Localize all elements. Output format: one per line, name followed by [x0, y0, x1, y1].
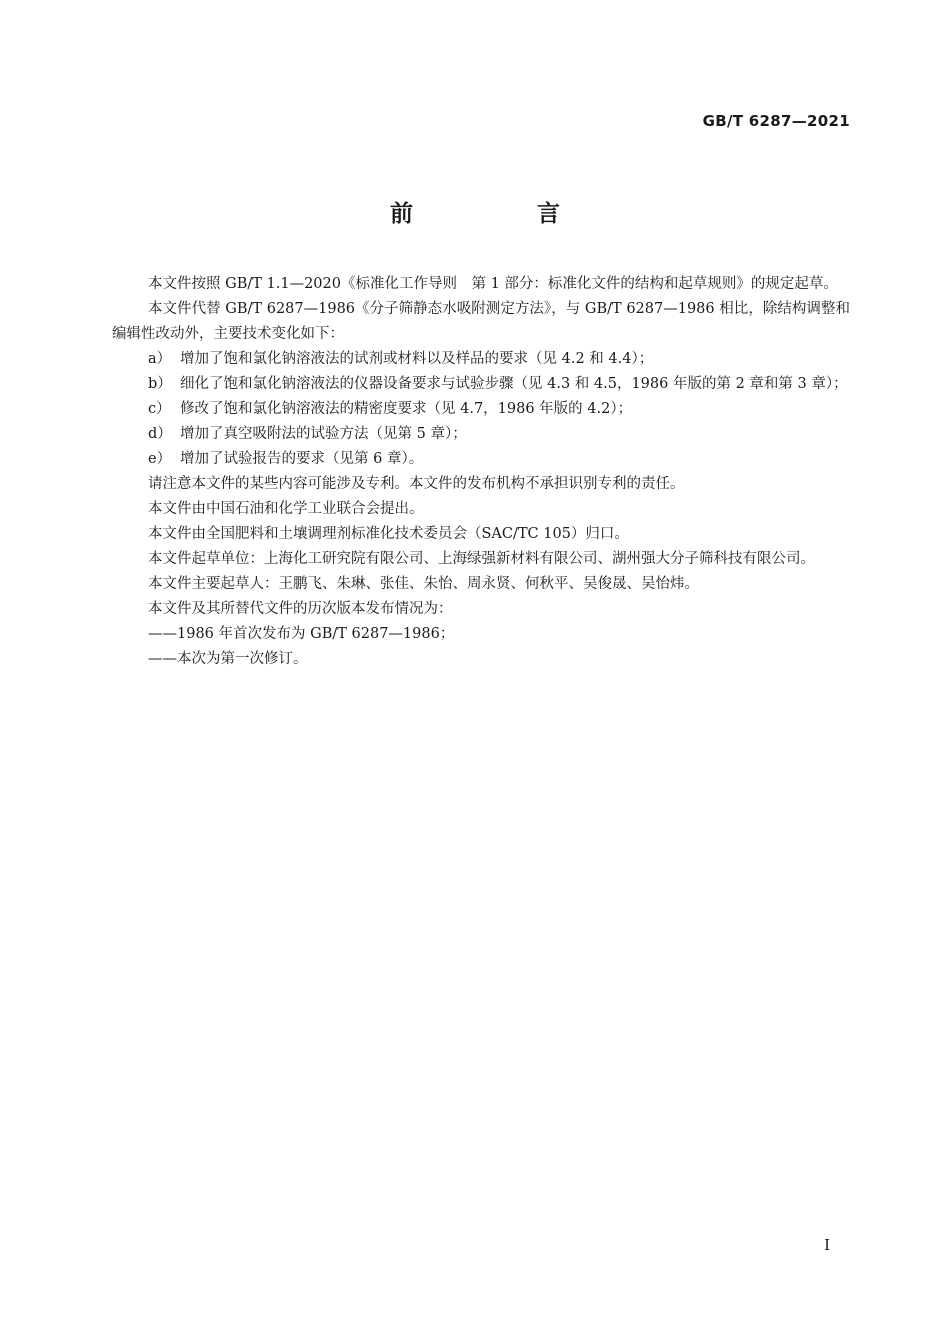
list-marker: c）: [148, 401, 171, 417]
list-marker: d）: [148, 426, 172, 442]
change-item-b: [112, 372, 850, 397]
list-item-text: 增加了试验报告的要求（见第 6 章）。: [180, 451, 424, 467]
paragraph-replacement: 本文件代替 GB/T 6287—1986《分子筛静态水吸附测定方法》，与 GB/T 6287—1986 相比，除结构调整和编辑性改动外，主要技术变化如下：: [112, 301, 850, 342]
list-marker: b）: [148, 376, 172, 392]
paragraph-proposer: 本文件由中国石油和化学工业联合会提出。: [148, 501, 424, 517]
paragraph-drafters: 本文件主要起草人：王鹏飞、朱琳、张佳、朱怡、周永贤、何秋平、吴俊晟、吴怡炜。: [148, 576, 699, 592]
foreword-body: [112, 272, 850, 672]
change-item-e: [112, 447, 850, 472]
history-item: ——1986 年首次发布为 GB/T 6287—1986；: [148, 626, 455, 642]
list-marker: a）: [148, 351, 172, 367]
paragraph-history-intro: 本文件及其所替代文件的历次版本发布情况为：: [148, 601, 453, 617]
list-item-text: 细化了饱和氯化钠溶液法的仪器设备要求与试验步骤（见 4.3 和 4.5，1986 年版的第 2 章和第 3 章）；: [180, 376, 848, 392]
list-item-text: 增加了饱和氯化钠溶液法的试剂或材料以及样品的要求（见 4.2 和 4.4）；: [180, 351, 654, 367]
list-marker: e）: [148, 451, 172, 467]
paragraph-drafting-basis: 本文件按照 GB/T 1.1—2020《标准化工作导则 第 1 部分：标准化文件的结构和起草规则》的规定起草。: [148, 276, 838, 292]
change-item-a: [112, 347, 850, 372]
change-item-c: [112, 397, 850, 422]
list-item-text: 增加了真空吸附法的试验方法（见第 5 章）；: [180, 426, 467, 442]
page-number: I: [824, 1236, 830, 1254]
paragraph-committee: 本文件由全国肥料和土壤调理剂标准化技术委员会（SAC/TC 105）归口。: [148, 526, 629, 542]
standard-code: GB/T 6287—2021: [702, 112, 850, 130]
page-title: 前 言: [389, 201, 618, 227]
paragraph-patent-notice: 请注意本文件的某些内容可能涉及专利。本文件的发布机构不承担识别专利的责任。: [148, 476, 685, 492]
history-item: ——本次为第一次修订。: [148, 651, 308, 667]
change-item-d: [112, 422, 850, 447]
paragraph-drafting-units: 本文件起草单位：上海化工研究院有限公司、上海绿强新材料有限公司、湖州强大分子筛科技有限公司。: [148, 551, 815, 567]
list-item-text: 修改了饱和氯化钠溶液法的精密度要求（见 4.7，1986 年版的 4.2）；: [180, 401, 633, 417]
